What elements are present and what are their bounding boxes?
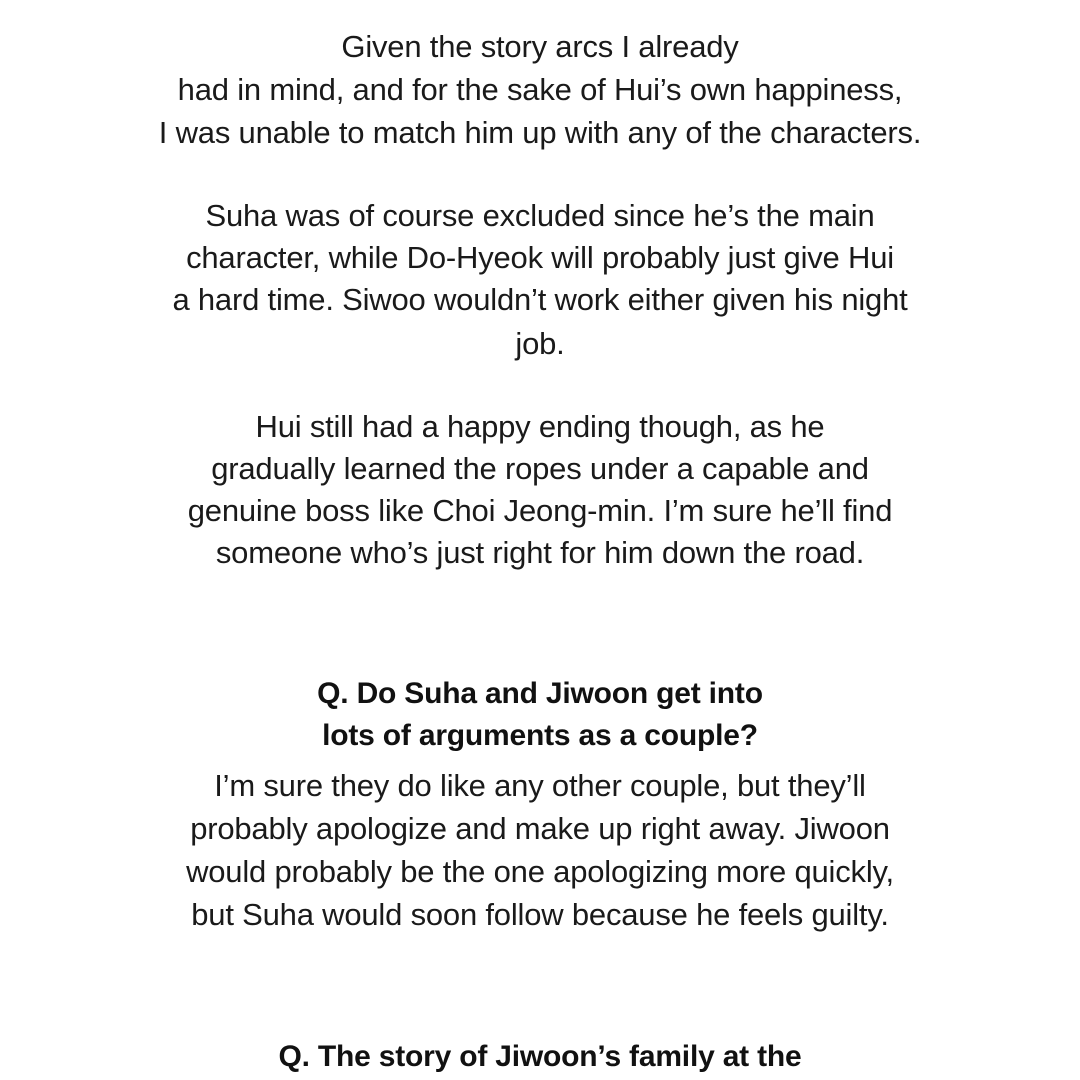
text-line: Hui still had a happy ending though, as he [255,409,825,444]
text-line: but Suha would soon follow because he feels guilty. [191,897,889,932]
text-line: I’m sure they do like any other couple, but they’ll [214,768,866,803]
text-line: job. [515,326,565,361]
question-line: Q. Do Suha and Jiwoon get into [317,677,763,710]
text-line: probably apologize and make up right away. Jiwoon [190,811,890,846]
question-line: lots of arguments as a couple? [322,719,758,752]
text-line: Suha was of course excluded since he’s the main [205,198,875,233]
text-line: I was unable to match him up with any of the characters. [158,115,922,150]
text-line: genuine boss like Choi Jeong-min. I’m sure he’ll find [187,493,893,528]
question-line: Q. The story of Jiwoon’s family at the [278,1040,802,1073]
text-line: someone who’s just right for him down the road. [215,535,865,570]
text-line: had in mind, and for the sake of Hui’s own happiness, [177,72,903,107]
text-line: would probably be the one apologizing more quickly, [186,854,894,889]
text-line: a hard time. Siwoo wouldn’t work either given his night [172,282,908,317]
text-line: Given the story arcs I already [341,29,739,64]
text-line: character, while Do-Hyeok will probably just give Hui [186,240,894,275]
text-line: gradually learned the ropes under a capable and [211,451,869,486]
